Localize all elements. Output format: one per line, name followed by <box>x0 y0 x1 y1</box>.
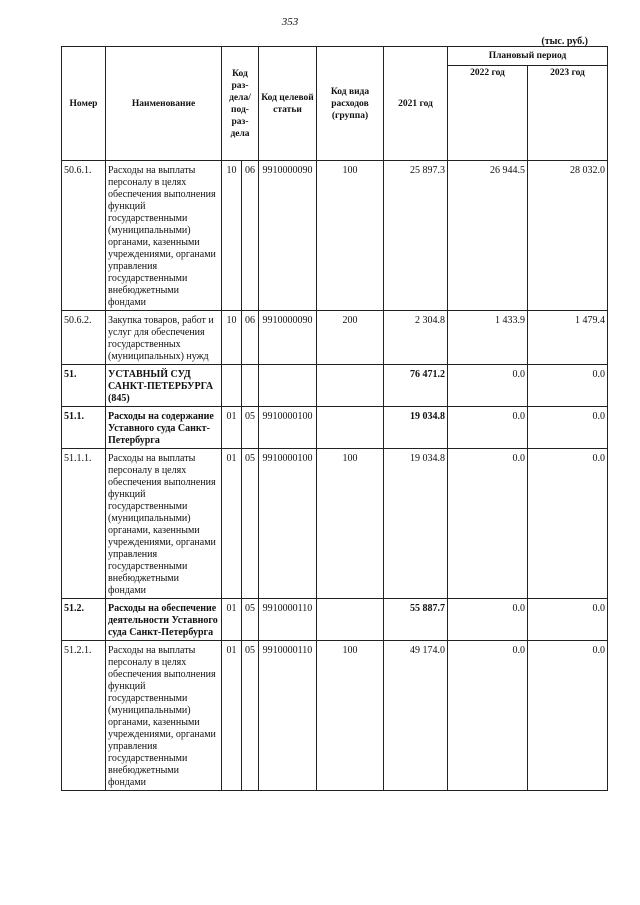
header-2023: 2023 год <box>528 66 608 161</box>
row-value-2022: 1 433.9 <box>448 311 528 365</box>
row-name: Расходы на обеспечение деятельности Уставного суда Санкт-Петербурга <box>106 599 222 641</box>
row-subsection: 05 <box>242 407 259 449</box>
row-number: 50.6.2. <box>62 311 106 365</box>
header-name: Наименование <box>106 47 222 161</box>
row-value-2022: 0.0 <box>448 407 528 449</box>
row-section: 01 <box>222 641 242 791</box>
row-value-2022: 0.0 <box>448 599 528 641</box>
table-row <box>62 161 608 311</box>
row-value-2021: 55 887.7 <box>384 599 448 641</box>
row-section: 01 <box>222 599 242 641</box>
header-number: Номер <box>62 47 106 161</box>
row-section: 01 <box>222 449 242 599</box>
row-target: 9910000110 <box>259 641 317 791</box>
row-subsection: 05 <box>242 599 259 641</box>
page-number: 353 <box>281 16 299 28</box>
row-value-2021: 25 897.3 <box>384 161 448 311</box>
row-name: Закупка товаров, работ и услуг для обеспечения государственных (муниципальных) нужд <box>106 311 222 365</box>
row-subsection: 05 <box>242 449 259 599</box>
row-section <box>222 365 242 407</box>
table-row <box>62 449 608 599</box>
row-target: 9910000090 <box>259 311 317 365</box>
row-expense-type: 100 <box>317 449 384 599</box>
units-label: (тыс. руб.) <box>541 36 588 47</box>
row-value-2023: 1 479.4 <box>528 311 608 365</box>
row-subsection: 06 <box>242 311 259 365</box>
budget-table <box>61 46 608 791</box>
row-expense-type: 200 <box>317 311 384 365</box>
row-target <box>259 365 317 407</box>
row-value-2021: 2 304.8 <box>384 311 448 365</box>
row-number: 51.1.1. <box>62 449 106 599</box>
row-value-2022: 26 944.5 <box>448 161 528 311</box>
row-expense-type <box>317 599 384 641</box>
row-section: 10 <box>222 161 242 311</box>
row-value-2023: 0.0 <box>528 641 608 791</box>
header-2022: 2022 год <box>448 66 528 161</box>
row-number: 51.2. <box>62 599 106 641</box>
row-section: 01 <box>222 407 242 449</box>
table-row <box>62 311 608 365</box>
row-value-2023: 0.0 <box>528 449 608 599</box>
row-name: Расходы на содержание Уставного суда Санкт-Петербурга <box>106 407 222 449</box>
header-2021: 2021 год <box>384 47 448 161</box>
table-row <box>62 641 608 791</box>
row-value-2023: 0.0 <box>528 407 608 449</box>
row-name: Расходы на выплаты персоналу в целях обеспечения выполнения функций государственными (муниципальными) органами, казенными учреждениями, органами управления государственными внебюджетными фондами <box>106 641 222 791</box>
row-name: Расходы на выплаты персоналу в целях обеспечения выполнения функций государственными (муниципальными) органами, казенными учреждениями, органами управления государственными внебюджетными фондами <box>106 449 222 599</box>
row-value-2021: 19 034.8 <box>384 449 448 599</box>
row-target: 9910000100 <box>259 407 317 449</box>
row-section: 10 <box>222 311 242 365</box>
row-value-2021: 76 471.2 <box>384 365 448 407</box>
row-number: 50.6.1. <box>62 161 106 311</box>
row-number: 51.2.1. <box>62 641 106 791</box>
table-row <box>62 599 608 641</box>
row-subsection: 06 <box>242 161 259 311</box>
row-expense-type: 100 <box>317 641 384 791</box>
row-value-2021: 49 174.0 <box>384 641 448 791</box>
row-value-2023: 28 032.0 <box>528 161 608 311</box>
header-target: Код целевой статьи <box>259 47 317 161</box>
row-value-2022: 0.0 <box>448 641 528 791</box>
row-target: 9910000090 <box>259 161 317 311</box>
row-number: 51. <box>62 365 106 407</box>
row-target: 9910000110 <box>259 599 317 641</box>
row-value-2021: 19 034.8 <box>384 407 448 449</box>
table-row <box>62 407 608 449</box>
row-subsection: 05 <box>242 641 259 791</box>
row-target: 9910000100 <box>259 449 317 599</box>
row-value-2022: 0.0 <box>448 449 528 599</box>
table-row <box>62 365 608 407</box>
row-value-2023: 0.0 <box>528 365 608 407</box>
row-number: 51.1. <box>62 407 106 449</box>
header-expense-type: Код вида расходов (группа) <box>317 47 384 161</box>
row-value-2022: 0.0 <box>448 365 528 407</box>
header-section: Код раз- дела/ под- раз- дела <box>222 47 259 161</box>
row-value-2023: 0.0 <box>528 599 608 641</box>
row-name: УСТАВНЫЙ СУД САНКТ-ПЕТЕРБУРГА (845) <box>106 365 222 407</box>
row-expense-type <box>317 365 384 407</box>
row-expense-type <box>317 407 384 449</box>
row-subsection <box>242 365 259 407</box>
row-expense-type: 100 <box>317 161 384 311</box>
header-plan-period: Плановый период <box>448 47 608 66</box>
row-name: Расходы на выплаты персоналу в целях обеспечения выполнения функций государственными (муниципальными) органами, казенными учреждениями, органами управления государственными внебюджетными фондами <box>106 161 222 311</box>
